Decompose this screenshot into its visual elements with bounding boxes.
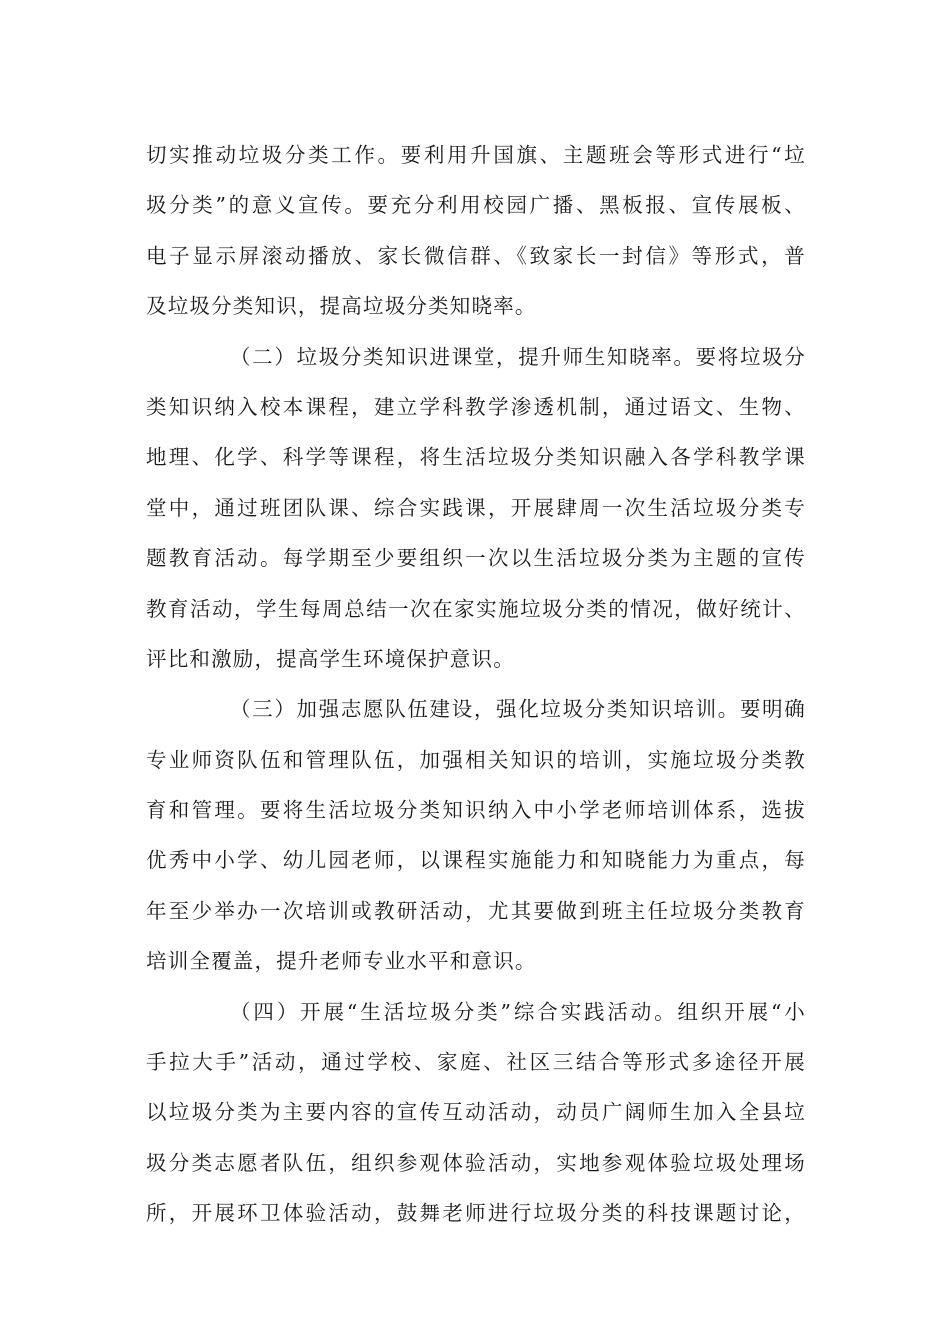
paragraph-1-line-3: 电子显示屏滚动播放、家长微信群、《致家长一封信》等形式，普 <box>146 243 806 268</box>
paragraph-1-line-1: 切实推动垃圾分类工作。要利用升国旗、主题班会等形式进行“垃 <box>146 143 806 167</box>
paragraph-4-line-5: 所，开展环卫体验活动，鼓舞老师进行垃圾分类的科技课题讨论， <box>146 1201 806 1226</box>
paragraph-1-line-2: 圾分类”的意义宣传。要充分利用校园广播、黑板报、宣传展板、 <box>146 193 806 218</box>
paragraph-3-line-3: 育和管理。要将生活垃圾分类知识纳入中小学老师培训体系，选拔 <box>146 798 806 823</box>
paragraph-2-line-3: 地理、化学、科学等课程，将生活垃圾分类知识融入各学科教学课 <box>146 445 806 470</box>
paragraph-4-line-4: 圾分类志愿者队伍，组织参观体验活动，实地参观体验垃圾处理场 <box>146 1150 806 1175</box>
paragraph-3-line-2: 专业师资队伍和管理队伍，加强相关知识的培训，实施垃圾分类教 <box>146 747 806 772</box>
paragraph-2-line-6: 教育活动，学生每周总结一次在家实施垃圾分类的情况，做好统计、 <box>146 596 806 621</box>
paragraph-3-line-1: （三）加强志愿队伍建设，强化垃圾分类知识培训。要明确 <box>230 697 806 722</box>
paragraph-1-line-4: 及垃圾分类知识，提高垃圾分类知晓率。 <box>146 294 537 319</box>
paragraph-2-line-1: （二）垃圾分类知识进课堂，提升师生知晓率。要将垃圾分 <box>230 344 806 369</box>
paragraph-2-line-5: 题教育活动。每学期至少要组织一次以生活垃圾分类为主题的宣传 <box>146 546 806 571</box>
paragraph-3-line-5: 年至少举办一次培训或教研活动，尤其要做到班主任垃圾分类教育 <box>146 898 806 923</box>
paragraph-2-line-7: 评比和激励，提高学生环境保护意识。 <box>146 646 515 671</box>
paragraph-3-line-4: 优秀中小学、幼儿园老师，以课程实施能力和知晓能力为重点，每 <box>146 848 806 873</box>
paragraph-2-line-2: 类知识纳入校本课程，建立学科教学渗透机制，通过语文、生物、 <box>146 394 806 419</box>
paragraph-2-line-4: 堂中，通过班团队课、综合实践课，开展肆周一次生活垃圾分类专 <box>146 495 806 520</box>
paragraph-4-line-1: （四）开展“生活垃圾分类”综合实践活动。组织开展“小 <box>230 999 806 1024</box>
paragraph-4-line-2: 手拉大手”活动，通过学校、家庭、社区三结合等形式多途径开展 <box>146 1050 806 1075</box>
paragraph-3-line-6: 培训全覆盖，提升老师专业水平和意识。 <box>146 949 537 974</box>
document-body <box>146 130 806 1239</box>
paragraph-4-line-3: 以垃圾分类为主要内容的宣传互动活动，动员广阔师生加入全县垃 <box>146 1100 806 1125</box>
